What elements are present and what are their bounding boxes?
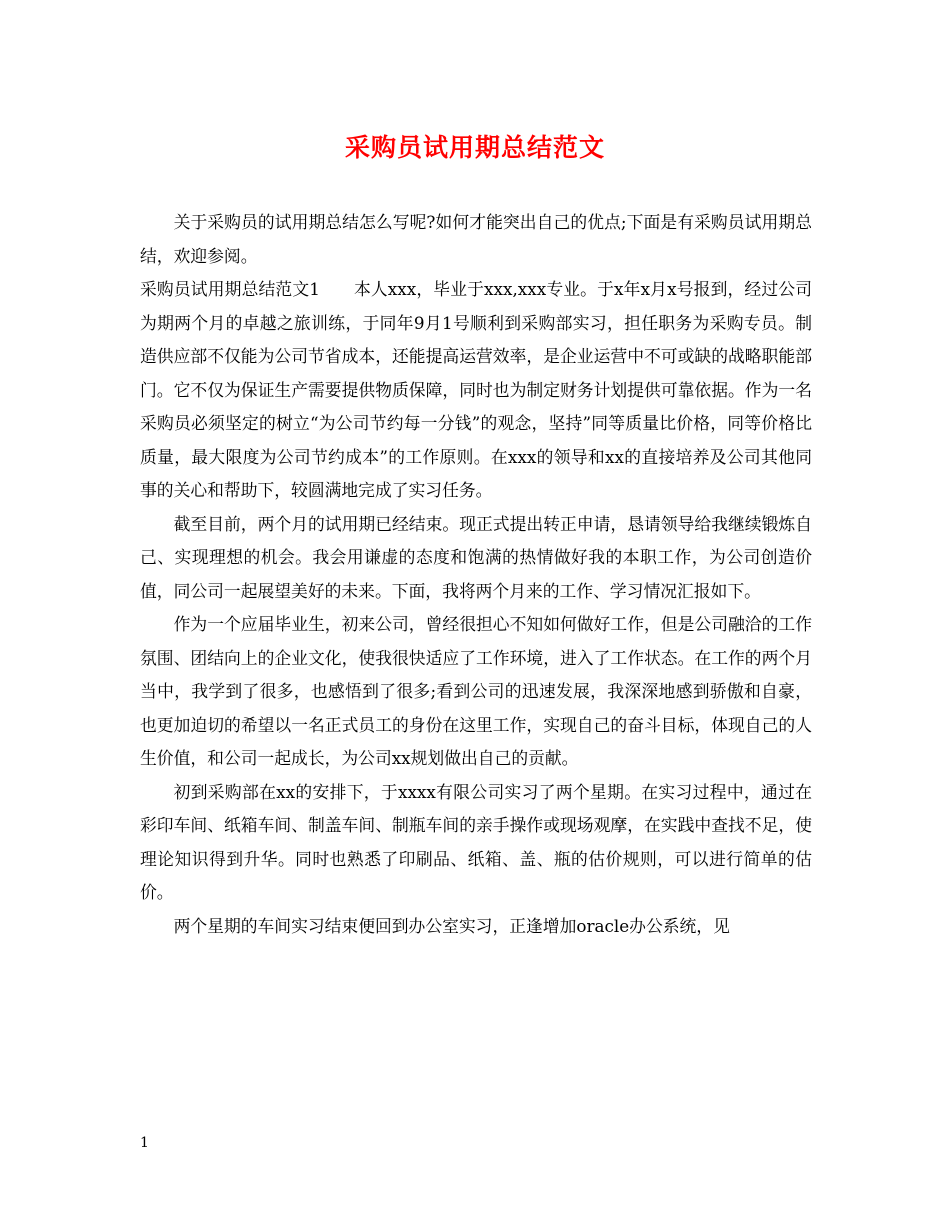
paragraph-intro: 关于采购员的试用期总结怎么写呢?如何才能突出自己的优点;下面是有采购员试用期总结，欢迎参阅。 xyxy=(140,212,812,266)
paragraph-3: 作为一个应届毕业生，初来公司，曾经很担心不知如何做好工作，但是公司融洽的工作氛围、团结向上的企业文化，使我很快适应了工作环境，进入了工作状态。在工作的两个月当中，我学到了很多，也感悟到了很多;看到公司的迅速发展，我深深地感到骄傲和自豪，也更加迫切的希望以一名正式员工的身份在这里工作，实现自己的奋斗目标，体现自己的人生价值，和公司一起成长，为公司xx规划做出自己的贡献。 xyxy=(140,614,812,768)
document-body xyxy=(140,206,812,943)
paragraph-1: 采购员试用期总结范文1 本人xxx，毕业于xxx,xxx专业。于x年x月x号报到，经过公司为期两个月的卓越之旅训练，于同年9月1号顺利到采购部实习，担任职务为采购专员。制造供应部不仅能为公司节省成本，还能提高运营效率，是企业运营中不可或缺的战略职能部门。它不仅为保证生产需要提供物质保障，同时也为制定财务计划提供可靠依据。作为一名采购员必须坚定的树立“为公司节约每一分钱”的观念，坚持”同等质量比价格，同等价格比质量，最大限度为公司节约成本”的工作原则。在xxx的领导和xx的直接培养及公司其他同事的关心和帮助下，较圆满地完成了实习任务。 xyxy=(140,279,812,500)
page-number: 1 xyxy=(140,1135,149,1151)
paragraph-4: 初到采购部在xx的安排下，于xxxx有限公司实习了两个星期。在实习过程中，通过在彩印车间、纸箱车间、制盖车间、制瓶车间的亲手操作或现场观摩，在实践中查找不足，使理论知识得到升华。同时也熟悉了印刷品、纸箱、盖、瓶的估价规则，可以进行简单的估价。 xyxy=(140,781,812,902)
paragraph-2: 截至目前，两个月的试用期已经结束。现正式提出转正申请，恳请领导给我继续锻炼自己、实现理想的机会。我会用谦虚的态度和饱满的热情做好我的本职工作，为公司创造价值，同公司一起展望美好的未来。下面，我将两个月来的工作、学习情况汇报如下。 xyxy=(140,513,812,601)
document-title: 采购员试用期总结范文 xyxy=(344,133,605,162)
paragraph-5: 两个星期的车间实习结束便回到办公室实习，正逢增加oracle办公系统，见 xyxy=(173,915,730,936)
